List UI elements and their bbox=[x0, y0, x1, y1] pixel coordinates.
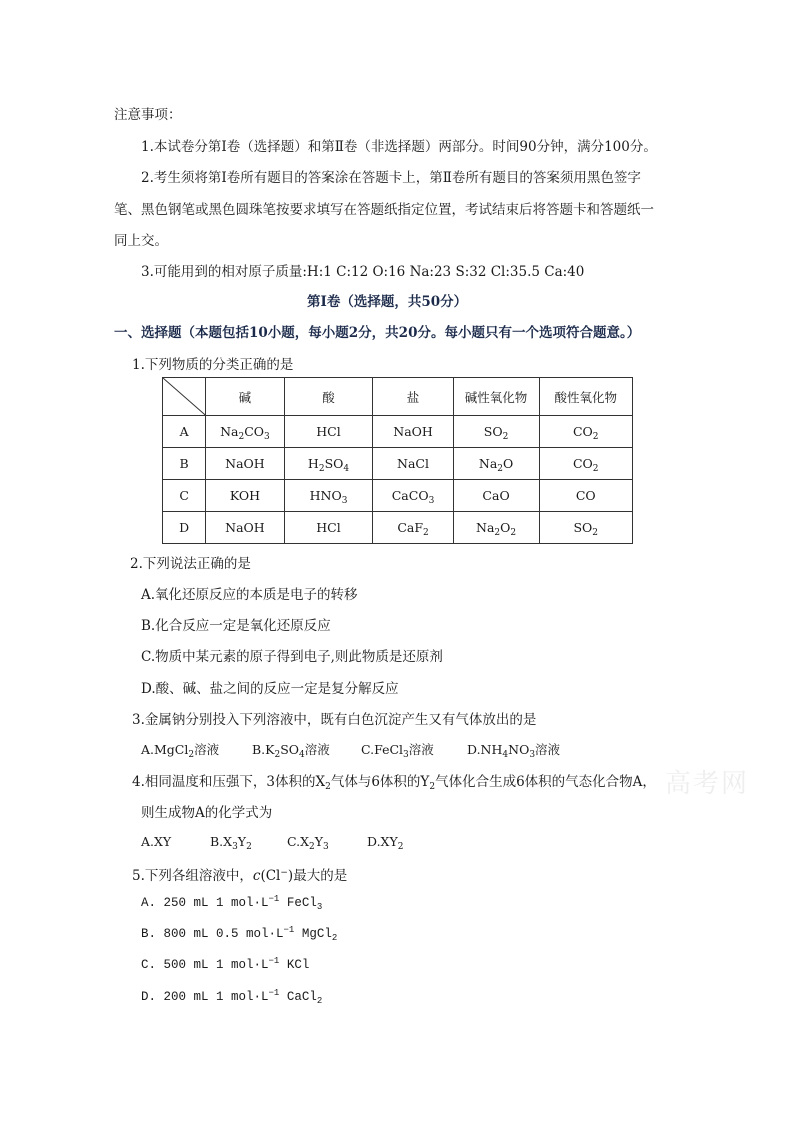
table-cell: KOH bbox=[206, 480, 284, 512]
table-cell: NaOH bbox=[373, 416, 453, 448]
table-header-row bbox=[163, 378, 633, 416]
part1-title: 第Ⅰ卷（选择题，共50分） bbox=[307, 294, 468, 310]
table-cell: CaO bbox=[453, 480, 539, 512]
q4-option-b: $B.X_3Y_2$ bbox=[210, 834, 252, 852]
row-label: C bbox=[163, 480, 206, 512]
notes-item-1: 1.本试卷分第Ⅰ卷（选择题）和第Ⅱ卷（非选择题）两部分。时间90分钟，满分100分。 bbox=[141, 139, 657, 155]
table-row bbox=[163, 480, 633, 512]
table-cell: $SO_2$ bbox=[539, 512, 632, 544]
q5-option-c: C. 500 mL 1 $mol\cdot L^{-1}$ KCl bbox=[141, 956, 310, 972]
q5-option-d: D. 200 mL 1 $mol\cdot L^{-1}$ CaCl$_2$ bbox=[141, 988, 323, 1006]
q1-classification-table bbox=[162, 377, 633, 544]
q2-option-a: A.氧化还原反应的本质是电子的转移 bbox=[141, 587, 358, 603]
notes-title: 注意事项： bbox=[114, 107, 182, 123]
header-salt: 盐 bbox=[373, 378, 453, 416]
header-acid: 酸 bbox=[284, 378, 373, 416]
table-cell: CaF$_2$ bbox=[373, 512, 453, 544]
notes-item-2-line-3: 同上交。 bbox=[114, 233, 168, 249]
table-cell: CO bbox=[539, 480, 632, 512]
q3-option-a: A.MgCl$_2$溶液 bbox=[141, 742, 220, 760]
option-suffix: 溶液 bbox=[304, 742, 330, 757]
row-label: B bbox=[163, 448, 206, 480]
table-cell: HCl bbox=[284, 416, 373, 448]
q3-option-d: $D.NH_4NO_3$溶液 bbox=[467, 742, 561, 760]
table-cell: $SO_2$ bbox=[453, 416, 539, 448]
header-basic-oxide: 碱性氧化物 bbox=[453, 378, 539, 416]
q2-option-b: B.化合反应一定是氧化还原反应 bbox=[141, 618, 331, 634]
notes-item-2-line-2: 笔、黑色钢笔或黑色圆珠笔按要求填写在答题纸指定位置，考试结束后将答题卡和答题纸一 bbox=[114, 202, 654, 218]
table-cell: $H_2SO_4$ bbox=[284, 448, 373, 480]
q4-option-a: A.XY bbox=[141, 834, 172, 849]
q2-option-d: D.酸、碱、盐之间的反应一定是复分解反应 bbox=[141, 681, 399, 697]
watermark: 高考网 bbox=[665, 769, 750, 799]
table-row bbox=[163, 416, 633, 448]
table-cell: $HNO_3$ bbox=[284, 480, 373, 512]
table-cell: NaOH bbox=[206, 512, 284, 544]
row-label: D bbox=[163, 512, 206, 544]
table-cell: $Na_2CO_3$ bbox=[206, 416, 284, 448]
notes-item-2-line-1: 2.考生须将第Ⅰ卷所有题目的答案涂在答题卡上，第Ⅱ卷所有题目的答案须用黑色签字 bbox=[141, 170, 641, 186]
q5-option-a: A. 250 mL 1 $mol\cdot L^{-1}$ FeCl$_3$ bbox=[141, 894, 323, 912]
q4-stem-line-1: 4.相同温度和压强下，3体积的$X_2$气体与6体积的$Y_2$气体化合生成6体积的气态化合物A， bbox=[132, 774, 656, 792]
option-suffix: 溶液 bbox=[194, 742, 220, 757]
q3-stem: 3.金属钠分别投入下列溶液中，既有白色沉淀产生又有气体放出的是 bbox=[132, 712, 537, 728]
q3-option-c: C.FeCl$_3$溶液 bbox=[361, 742, 434, 760]
q2-stem: 2.下列说法正确的是 bbox=[130, 556, 251, 572]
table-cell: $CO_2$ bbox=[539, 448, 632, 480]
table-row bbox=[163, 512, 633, 544]
q1-stem: 1.下列物质的分类正确的是 bbox=[132, 357, 294, 373]
row-label: A bbox=[163, 416, 206, 448]
diagonal-line-icon bbox=[163, 378, 205, 415]
option-suffix: 溶液 bbox=[408, 742, 434, 757]
diagonal-corner-cell bbox=[163, 378, 206, 416]
section1-title: 一、选择题（本题包括10小题，每小题2分，共20分。每小题只有一个选项符合题意。） bbox=[114, 325, 641, 341]
header-base: 碱 bbox=[206, 378, 284, 416]
table-cell: NaCl bbox=[373, 448, 453, 480]
q2-option-c: C.物质中某元素的原子得到电子,则此物质是还原剂 bbox=[141, 649, 443, 665]
table-cell: HCl bbox=[284, 512, 373, 544]
q4-option-c: $C.X_2Y_3$ bbox=[287, 834, 329, 852]
option-suffix: 溶液 bbox=[535, 742, 561, 757]
q4-stem-line-2: 则生成物A的化学式为 bbox=[141, 805, 273, 821]
table-cell: $Na_2O$ bbox=[453, 448, 539, 480]
q5-stem: 5.下列各组溶液中，c(Cl−)最大的是 bbox=[132, 868, 348, 884]
q4-option-d: $D.XY_2$ bbox=[367, 834, 404, 852]
header-acidic-oxide: 酸性氧化物 bbox=[539, 378, 632, 416]
table-cell: NaOH bbox=[206, 448, 284, 480]
q3-option-b: $B.K_2SO_4$溶液 bbox=[252, 742, 330, 760]
table-cell: $Na_2O_2$ bbox=[453, 512, 539, 544]
table-cell: $CO_2$ bbox=[539, 416, 632, 448]
table-cell: CaCO$_3$ bbox=[373, 480, 453, 512]
table-row bbox=[163, 448, 633, 480]
notes-item-3: 3.可能用到的相对原子质量:H:1 C:12 O:16 Na:23 S:32 Cl:35.5 Ca:40 bbox=[141, 264, 585, 280]
q5-option-b: B. 800 mL 0.5 $mol\cdot L^{-1}$ MgCl$_2$ bbox=[141, 925, 338, 943]
